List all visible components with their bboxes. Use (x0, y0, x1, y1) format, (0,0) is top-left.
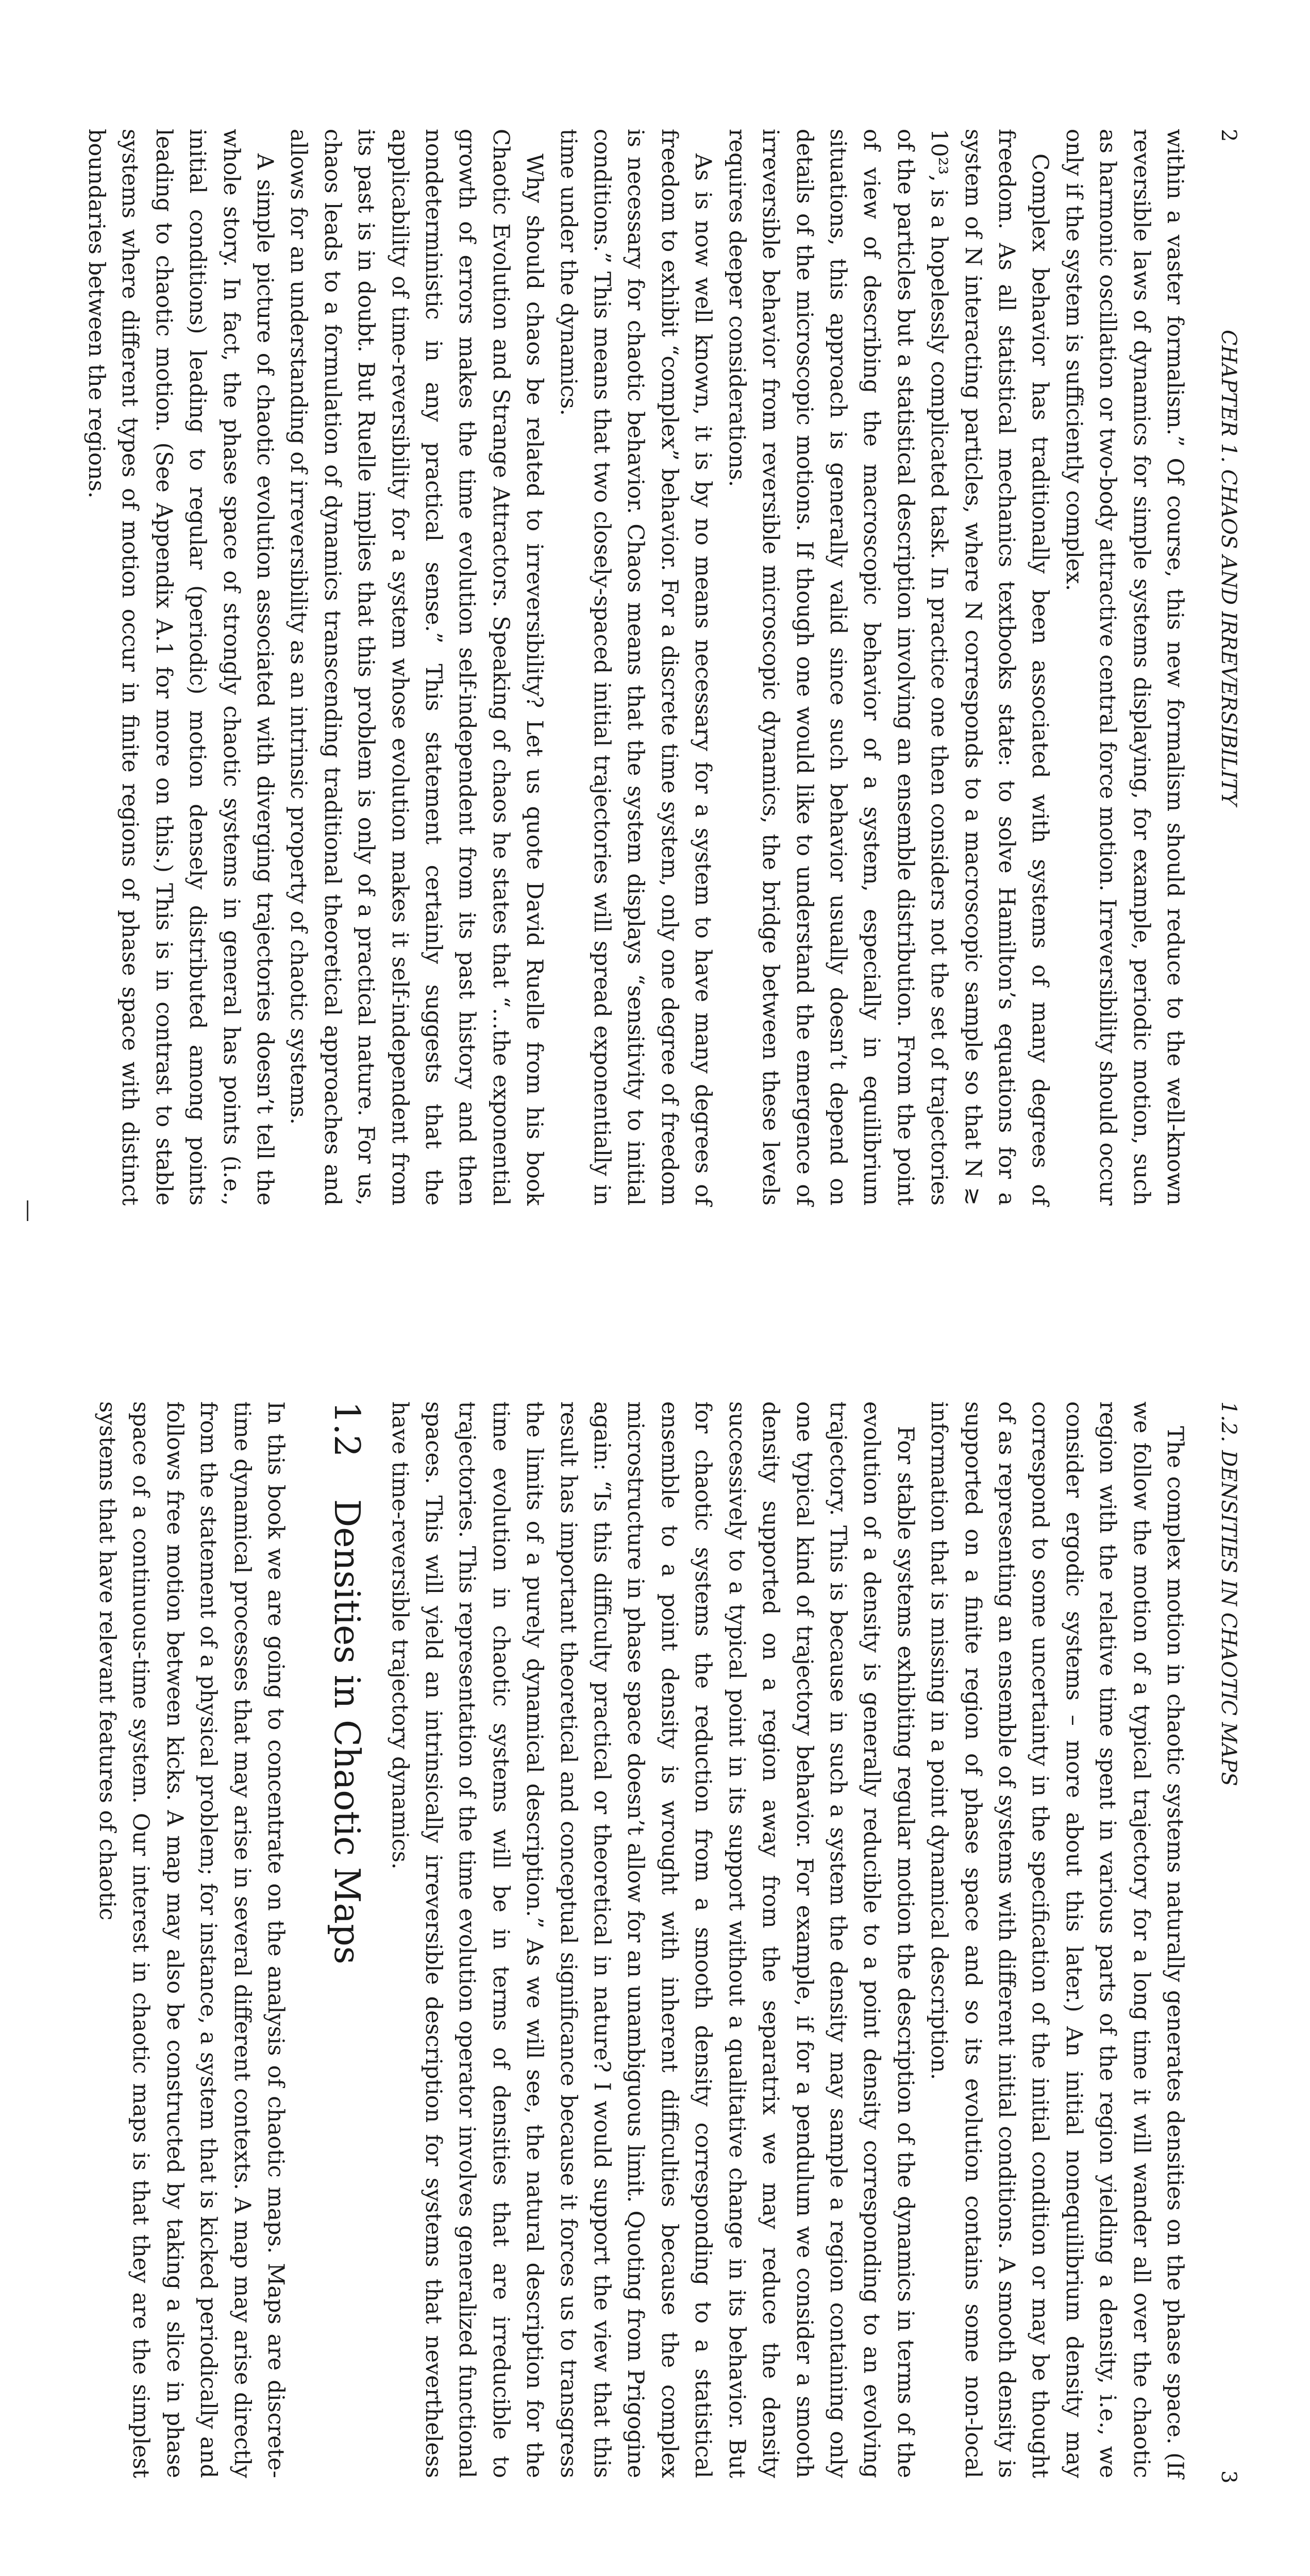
paragraph: within a vaster formalism.” Of course, this new formalism should reduce to the well-known reversible laws of dynamics for simple systems displaying, for example, periodic motion, such as harmonic oscillation or two-body attractive central force motion. Irreversibility should occur only if the system is sufficiently complex. (1061, 129, 1188, 1206)
paragraph: Why should chaos be related to irreversibility? Let us quote David Ruelle from his book Chaotic Evolution and Strange Attractors. Speaking of chaos he states that “…the exponential growth of errors makes the time evolution self-independent from its past history and then nondeterministic in any practical sense.” This statement certainly suggests that the applicability of time-reversibility for a system whose evolution makes it self-independent from its past is in doubt. But Ruelle implies that this problem is only of a practical nature. For us, chaos leads to a formulation of dynamics transcending traditional theoretical approaches and allows for an understanding of irreversibility as an intrinsic property of chaotic systems. (285, 129, 548, 1206)
margin-mark (27, 1200, 28, 1221)
page-number: 3 (1217, 2470, 1240, 2484)
section-title: Densities in Chaotic Maps (326, 1499, 367, 1964)
paragraph: A simple picture of chaotic evolution associated with diverging trajectories doesn’t tell the whole story. In fact, the phase space of strongly chaotic systems in general has points (i.e., initial conditions) leading to regular (periodic) motion densely distributed among points leading to chaotic motion. (See Appendix A.1 for more on this.) This is in contrast to stable systems where different types of motion occur in finite regions of phase space with distinct boundaries between the regions. (83, 129, 278, 1206)
paragraph: For stable systems exhibiting regular motion the description of the dynamics in terms of the evolution of a density is generally reducible to a point density corresponding to an evolving trajectory. This is because in such a system the density may sample a region containing only one typical kind of trajectory behavior. For example, if for a pendulum we consider a smooth density supported on a region away from the separatrix we may reduce the density successively to a typical point in its support without a qualitative change in its behavior. But for chaotic systems the reduction from a smooth density corresponding to a statistical ensemble to a point density is wrought with inherent difficulties because the complex microstructure in phase space doesn’t allow for an unambiguous limit. Quoting from Prigogine again: “Is this difficulty practical or theoretical in nature? I would support the view that this result has important theoretical and conceptual significance because it forces us to transgress the limits of a purely dynamical description.” As we will see, the natural description for the time evolution in chaotic systems will be in terms of densities that are irreducible to trajectories. This representation of the time evolution operator involves generalized functional spaces. This will yield an intrinsically irreversible description for systems that nevertheless have time-reversible trajectory dynamics. (387, 1401, 918, 2478)
paragraph: As is now well known, it is by no means necessary for a system to have many degrees of freedom to exhibit “complex” behavior. For a discrete time system, only one degree of freedom is necessary for chaotic behavior. Chaos means that the system displays “sensitivity to initial conditions.” This means that two closely-spaced initial trajectories will spread exponentially in time under the dynamics. (555, 129, 716, 1206)
running-title: DENSITIES IN CHAOTIC MAPS (1217, 1450, 1240, 1786)
body-text (79, 129, 1191, 1206)
paragraph: The complex motion in chaotic systems naturally generates densities on the phase space. (If we follow the motion of a typical trajectory for a long time it will wander all over the chaotic region with the relative time spent in various parts of the region yielding a density, i.e., we consider ergodic systems – more about this later.) An initial nonequilibrium density may correspond to some uncertainty in the specification of the initial condition or may be thought of as representing an ensemble of systems with different initial conditions. A smooth density is supported on a finite region of phase space and so its evolution contains some non-local information that is missing in a point dynamical description. (926, 1401, 1188, 2478)
section-body (90, 1401, 292, 2478)
running-title: CHAPTER 1. CHAOS AND IRREVERSIBILITY (1217, 330, 1240, 806)
section-tag: 1.2. (1217, 1401, 1240, 1443)
page-number: 2 (1217, 129, 1240, 142)
right-page (0, 1314, 1310, 2576)
body-text (382, 1401, 1191, 2478)
paragraph: In this book we are going to concentrate on the analysis of chaotic maps. Maps are discrete-time dynamical processes that may arise in several different contexts. A map may arise directly from the statement of a physical problem; for instance, a system that is kicked periodically and follows free motion between kicks. A map may also be constructed by taking a slice in phase space of a continuous-time system. Our interest in chaotic maps is that they are the simplest systems that have relevant features of chaotic (94, 1401, 289, 2478)
section-heading (326, 1401, 367, 1964)
paragraph: Complex behavior has traditionally been associated with systems of many degrees of freedom. As all statistical mechanics textbooks state: to solve Hamilton’s equations for a system of N interacting particles, where N corresponds to a macroscopic sample so that N ≳ 10²³, is a hopelessly complicated task. In practice one then considers not the set of trajectories of the particles but a statistical description involving an ensemble distribution. From the point of view of describing the macroscopic behavior of a system, especially in equilibrium situations, this approach is generally valid since such behavior usually doesn’t depend on details of the microscopic motions. If though one would like to understand the emergence of irreversible behavior from reversible microscopic dynamics, the bridge between these levels requires deeper considerations. (724, 129, 1053, 1206)
section-number: 1.2 (326, 1401, 367, 1458)
